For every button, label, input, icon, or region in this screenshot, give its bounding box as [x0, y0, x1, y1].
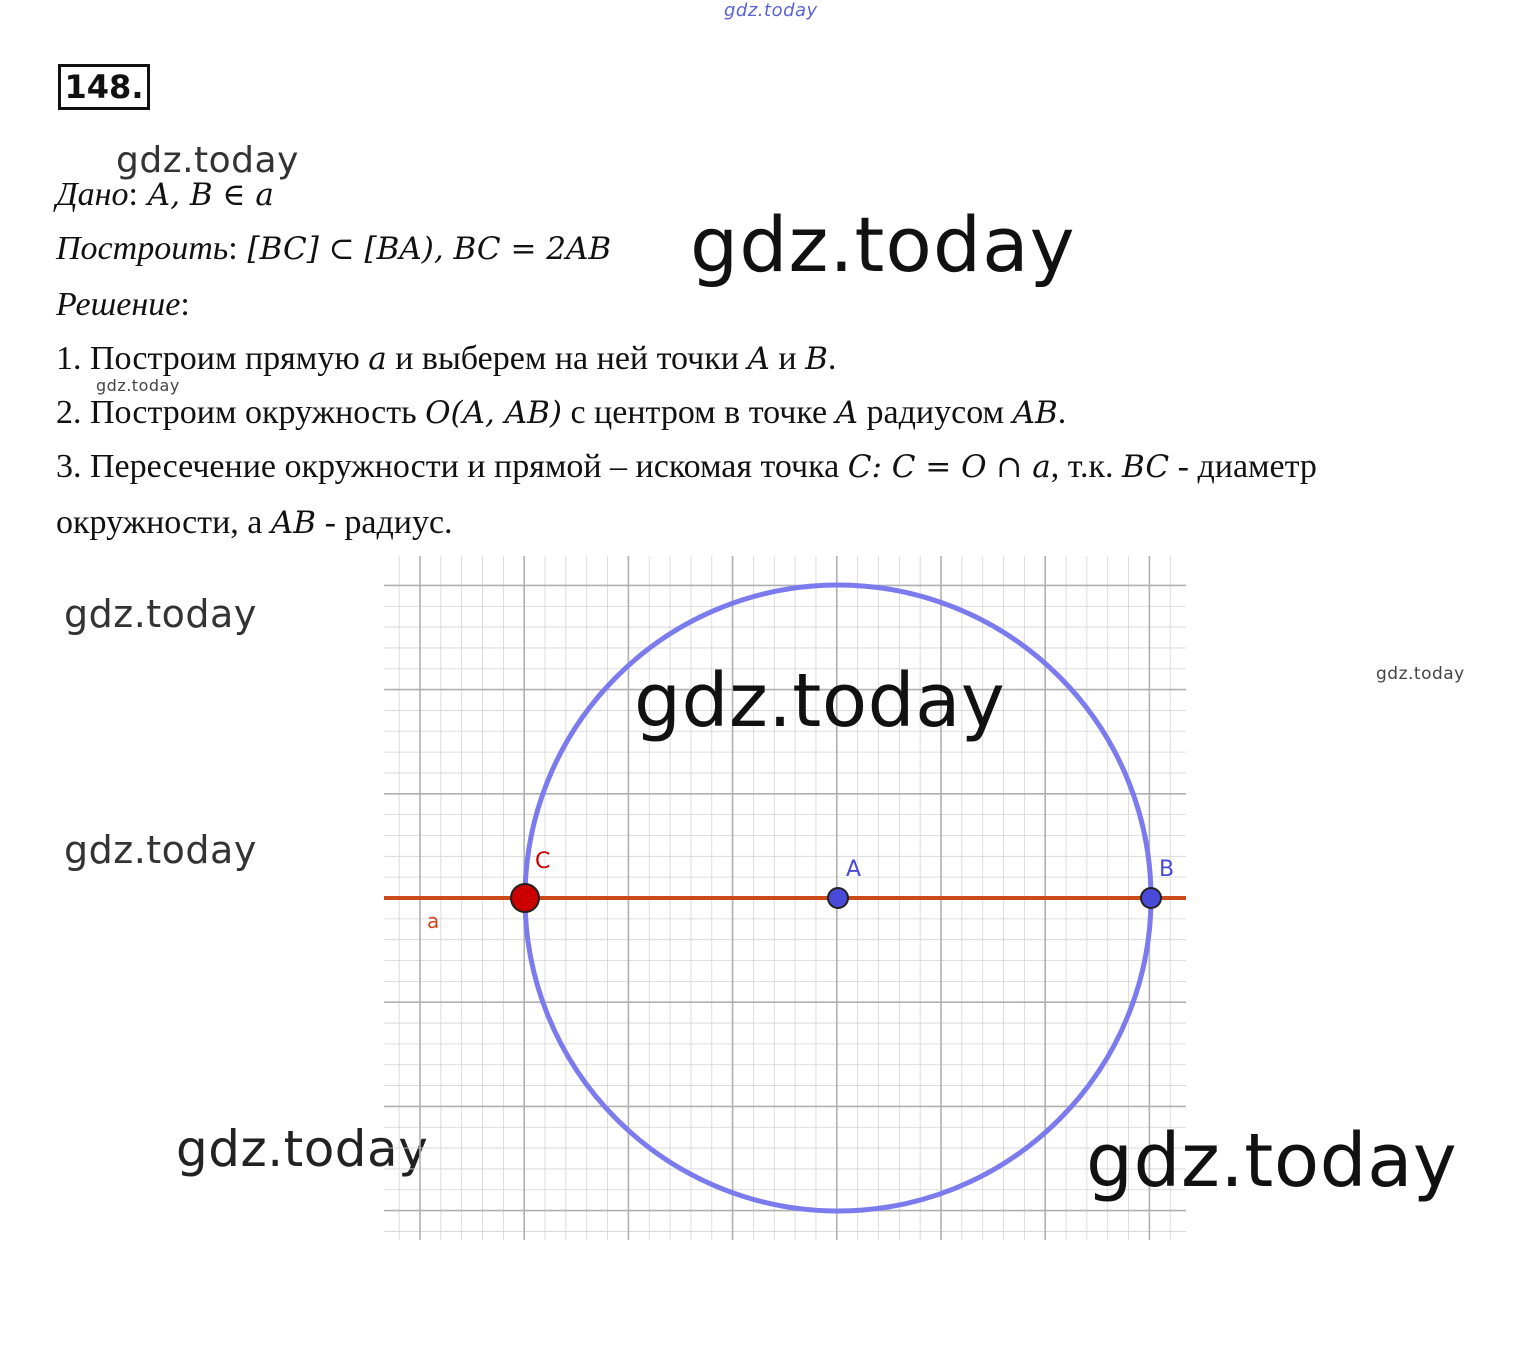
watermark: gdz.today — [176, 1120, 429, 1178]
given-colon: : — [128, 176, 138, 213]
point-b-label: B — [1159, 857, 1175, 882]
watermark: gdz.today — [724, 0, 818, 21]
step-math: A — [747, 341, 770, 377]
watermark: gdz.today — [1376, 664, 1465, 684]
step-math: B — [805, 341, 828, 377]
step-text: радиусом — [858, 394, 1013, 431]
step-text: . — [827, 340, 837, 377]
watermark: gdz.today — [96, 376, 180, 395]
watermark: gdz.today — [634, 658, 1006, 744]
point-a[interactable] — [828, 888, 848, 908]
solution-colon: : — [180, 286, 190, 323]
point-c[interactable] — [511, 884, 539, 912]
construct-colon: : — [228, 230, 238, 267]
given-math: A, B ∈ a — [137, 177, 274, 213]
step-text: 2. Построим окружность — [56, 394, 426, 431]
step-math: C: C = O ∩ a — [847, 449, 1051, 485]
step-text: - радиус. — [316, 504, 453, 541]
watermark: gdz.today — [690, 200, 1076, 289]
given-label: Дано — [56, 176, 129, 213]
step-text: окружности, а — [56, 504, 271, 541]
step-text: - диаметр — [1169, 448, 1317, 485]
watermark: gdz.today — [116, 140, 299, 181]
point-c-label: C — [535, 849, 551, 874]
step-math: O(A, AB) — [425, 395, 562, 431]
watermark: gdz.today — [64, 828, 257, 872]
point-a-label: A — [846, 857, 862, 882]
step-text: 1. Построим прямую — [56, 340, 369, 377]
solution-label: Решение — [56, 286, 181, 323]
point-b[interactable] — [1141, 888, 1161, 908]
step-math: BC — [1122, 449, 1170, 485]
construct-label: Построить — [56, 230, 229, 267]
step-math: a — [368, 341, 387, 377]
watermark: gdz.today — [64, 592, 257, 636]
step-text: и выберем на ней точки — [386, 340, 748, 377]
problem-number: 148. — [58, 64, 150, 110]
construct-math: [BC] ⊂ [BA), BC = 2AB — [237, 231, 612, 267]
watermark: gdz.today — [1086, 1118, 1458, 1204]
step-math: AB — [1012, 395, 1058, 431]
step-text: , т.к. — [1050, 448, 1123, 485]
step-math: A — [835, 395, 859, 431]
step-text: и — [769, 340, 806, 377]
line-a-label: a — [427, 909, 440, 933]
step-text: . — [1057, 394, 1067, 431]
step-math: AB — [270, 505, 317, 541]
step-text: с центром в точке — [561, 394, 836, 431]
step-text: 3. Пересечение окружности и прямой – искомая точка — [56, 448, 848, 485]
